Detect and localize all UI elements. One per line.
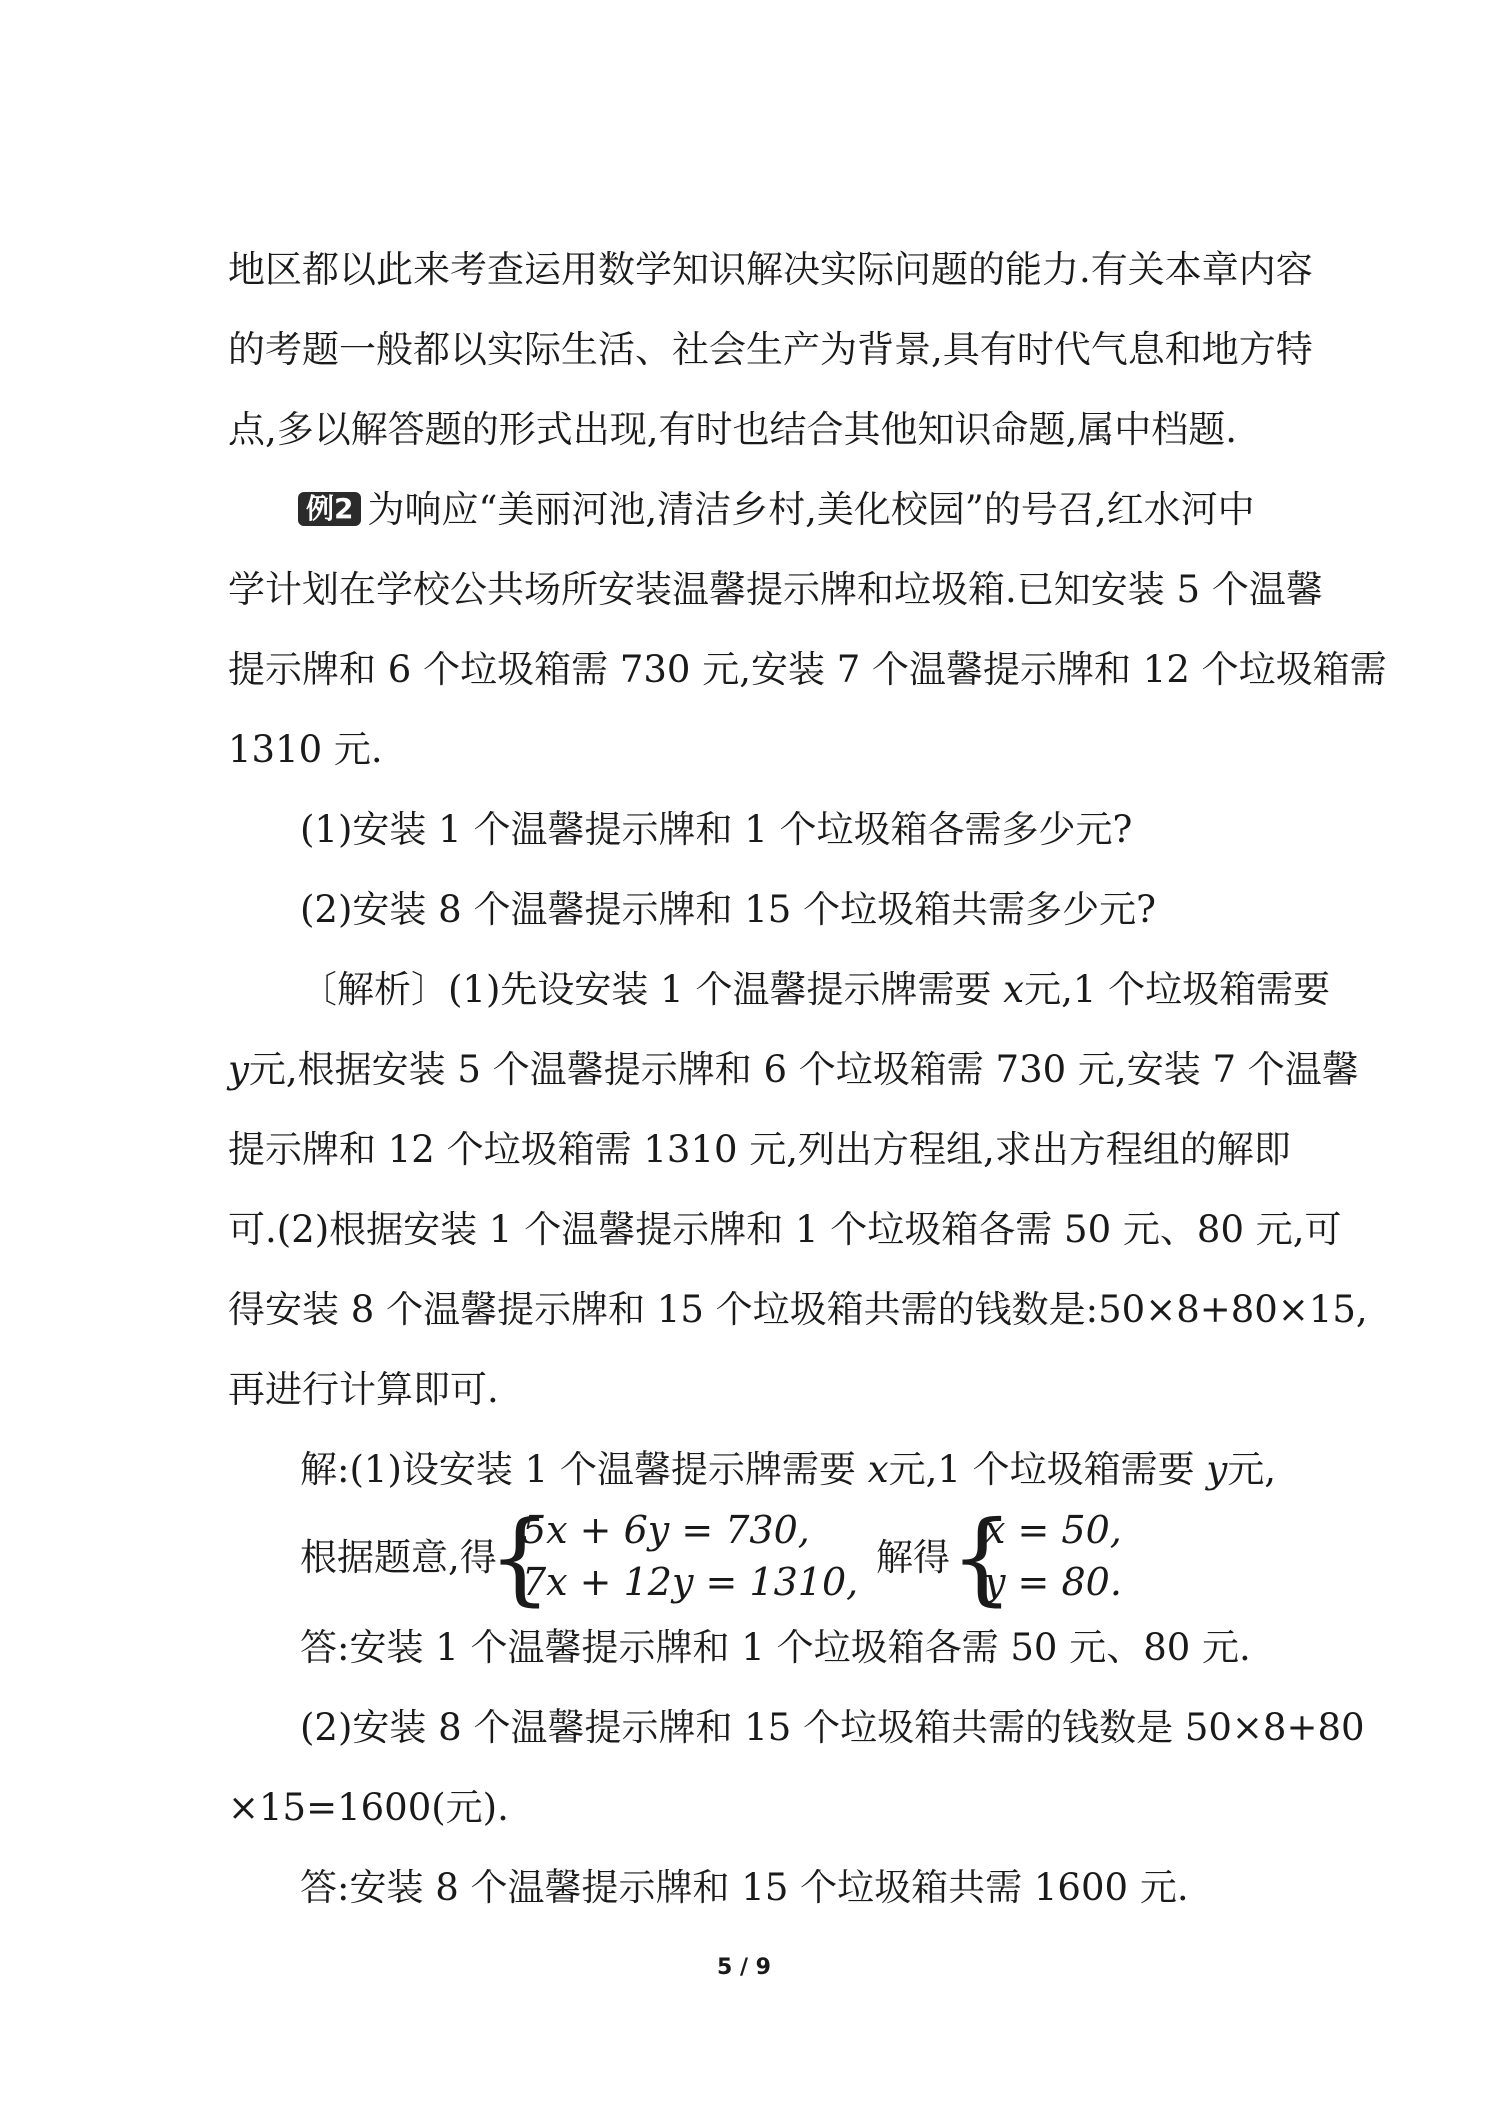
text-line: 地区都以此来考查运用数学知识解决实际问题的能力.有关本章内容	[228, 248, 1313, 291]
text-span: 〔解析〕(1)先设安装 1 个温馨提示牌需要	[300, 968, 1004, 1011]
solution-line	[300, 1446, 1350, 1494]
analysis-line: 可.(2)根据安装 1 个温馨提示牌和 1 个垃圾箱各需 50 元、80 元,可	[228, 1208, 1342, 1251]
analysis-line: 再进行计算即可.	[228, 1368, 499, 1411]
analysis-line	[228, 1046, 1359, 1094]
equation-system	[300, 1500, 1300, 1620]
answer-2: 答:安装 8 个温馨提示牌和 15 个垃圾箱共需 1600 元.	[300, 1866, 1189, 1909]
text-line: 点,多以解答题的形式出现,有时也结合其他知识命题,属中档题.	[228, 408, 1238, 451]
variable-y: y	[1206, 1448, 1228, 1491]
system-label: 根据题意,得	[300, 1536, 497, 1579]
example-line	[298, 486, 1348, 534]
analysis-line	[300, 966, 1350, 1014]
text-span: 元,	[1227, 1448, 1277, 1491]
text-line: 学计划在学校公共场所安装温馨提示牌和垃圾箱.已知安装 5 个温馨	[228, 568, 1323, 611]
page-number: 5 / 9	[717, 1955, 771, 1980]
text-span: 元,根据安装 5 个温馨提示牌和 6 个垃圾箱需 730 元,安装 7 个温馨	[248, 1048, 1359, 1091]
solution-eq-2: y = 80.	[984, 1560, 1122, 1604]
text-span: 元,1 个垃圾箱需要	[1024, 968, 1331, 1011]
solution-line: (2)安装 8 个温馨提示牌和 15 个垃圾箱共需的钱数是 50×8+80	[300, 1706, 1365, 1749]
variable-y: y	[228, 1048, 249, 1091]
left-brace: {	[488, 1499, 552, 1616]
left-brace: {	[950, 1499, 1014, 1616]
question-2: (2)安装 8 个温馨提示牌和 15 个垃圾箱共需多少元?	[300, 888, 1156, 931]
solution-eq-1: x = 50,	[984, 1508, 1122, 1552]
equation-2: 7x + 12y = 1310,	[522, 1560, 859, 1604]
analysis-line: 提示牌和 12 个垃圾箱需 1310 元,列出方程组,求出方程组的解即	[228, 1128, 1291, 1171]
question-1: (1)安装 1 个温馨提示牌和 1 个垃圾箱各需多少元?	[300, 808, 1133, 851]
analysis-line: 得安装 8 个温馨提示牌和 15 个垃圾箱共需的钱数是:50×8+80×15,	[228, 1288, 1368, 1331]
example-badge: 例2	[298, 492, 361, 526]
solution-line: ×15=1600(元).	[228, 1786, 509, 1829]
text-span: 为响应“美丽河池,清洁乡村,美化校园”的号召,红水河中	[367, 488, 1255, 531]
text-line: 1310 元.	[228, 728, 383, 771]
answer-1: 答:安装 1 个温馨提示牌和 1 个垃圾箱各需 50 元、80 元.	[300, 1626, 1251, 1669]
equation-1: 5x + 6y = 730,	[522, 1508, 810, 1552]
variable-x: x	[1003, 968, 1025, 1011]
text-span: 元,1 个垃圾箱需要	[888, 1448, 1207, 1491]
solution-label: 解得	[876, 1536, 950, 1579]
text-span: 解:(1)设安装 1 个温馨提示牌需要	[300, 1448, 868, 1491]
text-line: 提示牌和 6 个垃圾箱需 730 元,安装 7 个温馨提示牌和 12 个垃圾箱需	[228, 648, 1387, 691]
text-line: 的考题一般都以实际生活、社会生产为背景,具有时代气息和地方特	[228, 328, 1313, 371]
variable-x: x	[867, 1448, 889, 1491]
